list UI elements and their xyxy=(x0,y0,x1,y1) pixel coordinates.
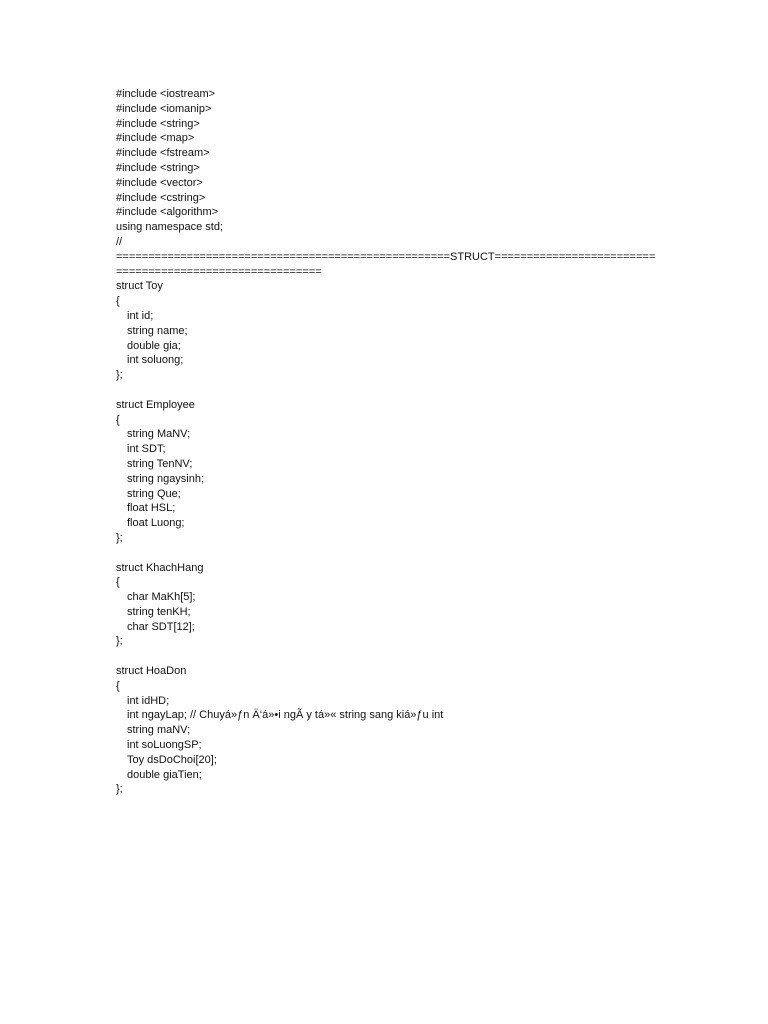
code-line: double gia; xyxy=(127,339,181,352)
code-line: }; xyxy=(116,783,123,796)
code-line: #include <algorithm> xyxy=(116,206,219,219)
code-line: #include <string> xyxy=(116,117,200,130)
code-line: { xyxy=(116,679,120,692)
code-line: #include <cstring> xyxy=(116,191,206,204)
code-line: char SDT[12]; xyxy=(127,620,195,633)
code-line: int SDT; xyxy=(127,443,166,456)
code-line: string name; xyxy=(127,324,188,337)
code-line: #include <iomanip> xyxy=(116,102,212,115)
code-line: float HSL; xyxy=(127,502,176,515)
code-line: ====================================================STRUCT========================= xyxy=(116,250,656,263)
code-line: }; xyxy=(116,531,123,544)
blank-line xyxy=(116,546,676,561)
code-line: struct KhachHang xyxy=(116,561,204,574)
code-line: string maNV; xyxy=(127,724,191,737)
blank-line xyxy=(116,383,676,398)
code-line: // xyxy=(116,235,123,248)
code-line: #include <fstream> xyxy=(116,147,210,160)
code-line: struct Toy xyxy=(116,280,163,293)
code-listing xyxy=(116,87,676,797)
code-line: double giaTien; xyxy=(127,768,202,781)
code-line: string TenNV; xyxy=(127,457,193,470)
code-line: int id; xyxy=(127,309,154,322)
code-line: string ngaysinh; xyxy=(127,472,205,485)
code-line: #include <string> xyxy=(116,161,200,174)
code-line: int soluong; xyxy=(127,354,184,367)
blank-line xyxy=(116,649,676,664)
code-line: int idHD; xyxy=(127,694,170,707)
code-line: float Luong; xyxy=(127,517,185,530)
code-line: { xyxy=(116,576,120,589)
code-line: #include <iostream> xyxy=(116,88,216,100)
code-line: string Que; xyxy=(127,487,181,500)
code-line: struct Employee xyxy=(116,398,195,411)
code-line: string tenKH; xyxy=(127,605,191,618)
code-line: { xyxy=(116,413,120,426)
code-line: }; xyxy=(116,369,123,382)
code-line: char MaKh[5]; xyxy=(127,591,196,604)
code-line: string MaNV; xyxy=(127,428,191,441)
code-line: int ngayLap; // Chuyá»ƒn Ä‘á»•i ngÃ y tá»« string sang kiá»ƒu int xyxy=(127,709,444,722)
code-line: struct HoaDon xyxy=(116,665,187,678)
code-line: { xyxy=(116,295,120,308)
code-line: ================================ xyxy=(116,265,322,278)
code-line: using namespace std; xyxy=(116,221,224,234)
code-line: #include <vector> xyxy=(116,176,203,189)
code-line: int soLuongSP; xyxy=(127,739,202,752)
code-line: #include <map> xyxy=(116,132,195,145)
code-line: }; xyxy=(116,635,123,648)
code-line: Toy dsDoChoi[20]; xyxy=(127,753,217,766)
